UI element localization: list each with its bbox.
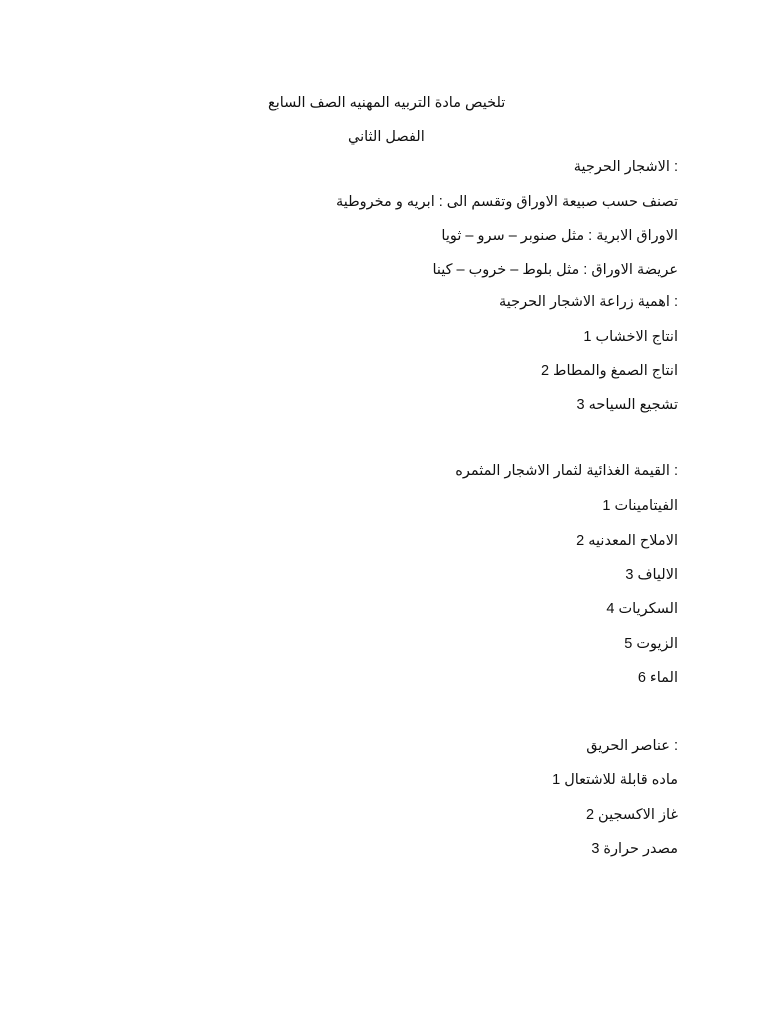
section-heading-fire-elements: : عناصر الحريق bbox=[586, 738, 678, 754]
list-item: السكريات 4 bbox=[606, 601, 678, 617]
section-heading-forest-trees: : الاشجار الحرجية bbox=[573, 159, 678, 175]
list-item: انتاج الصمغ والمطاط 2 bbox=[540, 363, 678, 379]
section-heading-nutritional-value: : القيمة الغذائية لثمار الاشجار المثمره bbox=[455, 463, 678, 479]
document-title: تلخيص مادة التربيه المهنيه الصف السابع bbox=[268, 95, 506, 111]
document-subtitle: الفصل الثاني bbox=[348, 129, 425, 145]
list-item: الزيوت 5 bbox=[624, 636, 678, 652]
text-line: عريضة الاوراق : مثل بلوط – خروب – كينا bbox=[432, 262, 678, 278]
section-heading-importance: : اهمية زراعة الاشجار الحرجية bbox=[499, 294, 678, 310]
list-item: تشجيع السياحه 3 bbox=[576, 397, 678, 413]
text-line: الاوراق الابرية : مثل صنوبر – سرو – ثويا bbox=[441, 228, 678, 244]
list-item: انتاج الاخشاب 1 bbox=[583, 329, 678, 345]
list-item: ماده قابلة للاشتعال 1 bbox=[552, 772, 678, 788]
list-item: الماء 6 bbox=[637, 670, 678, 686]
list-item: مصدر حرارة 3 bbox=[591, 841, 678, 857]
list-item: الاملاح المعدنيه 2 bbox=[576, 533, 678, 549]
list-item: الالياف 3 bbox=[625, 567, 678, 583]
list-item: الفيتامينات 1 bbox=[602, 498, 678, 514]
list-item: غاز الاكسجين 2 bbox=[585, 807, 678, 823]
text-line: تصنف حسب صبيعة الاوراق وتقسم الى : ابريه و مخروطية bbox=[335, 194, 678, 210]
